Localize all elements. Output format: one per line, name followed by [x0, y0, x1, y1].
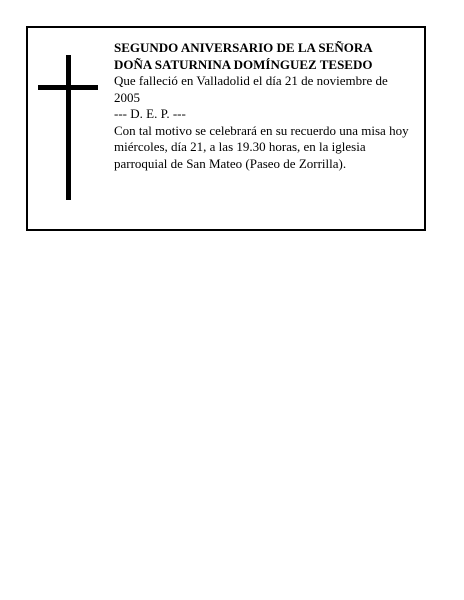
- cross-icon: [38, 55, 98, 200]
- obituary-notice: [26, 26, 426, 231]
- death-info: Que falleció en Valladolid el día 21 de noviembre de 2005: [114, 73, 388, 105]
- headline-line-1: SEGUNDO ANIVERSARIO DE LA SEÑORA: [114, 40, 373, 55]
- dep-line: --- D. E. P. ---: [114, 106, 186, 121]
- headline-line-2: DOÑA SATURNINA DOMÍNGUEZ TESEDO: [114, 56, 373, 72]
- cross-vertical-bar: [66, 55, 71, 200]
- mass-info: Con tal motivo se celebrará en su recuerdo una misa hoy miércoles, día 21, a las 19.30 horas, en la iglesia parroquial de San Mateo (Paseo de Zorrilla).: [114, 122, 409, 171]
- cross-horizontal-bar: [38, 85, 98, 90]
- notice-text: [114, 40, 414, 172]
